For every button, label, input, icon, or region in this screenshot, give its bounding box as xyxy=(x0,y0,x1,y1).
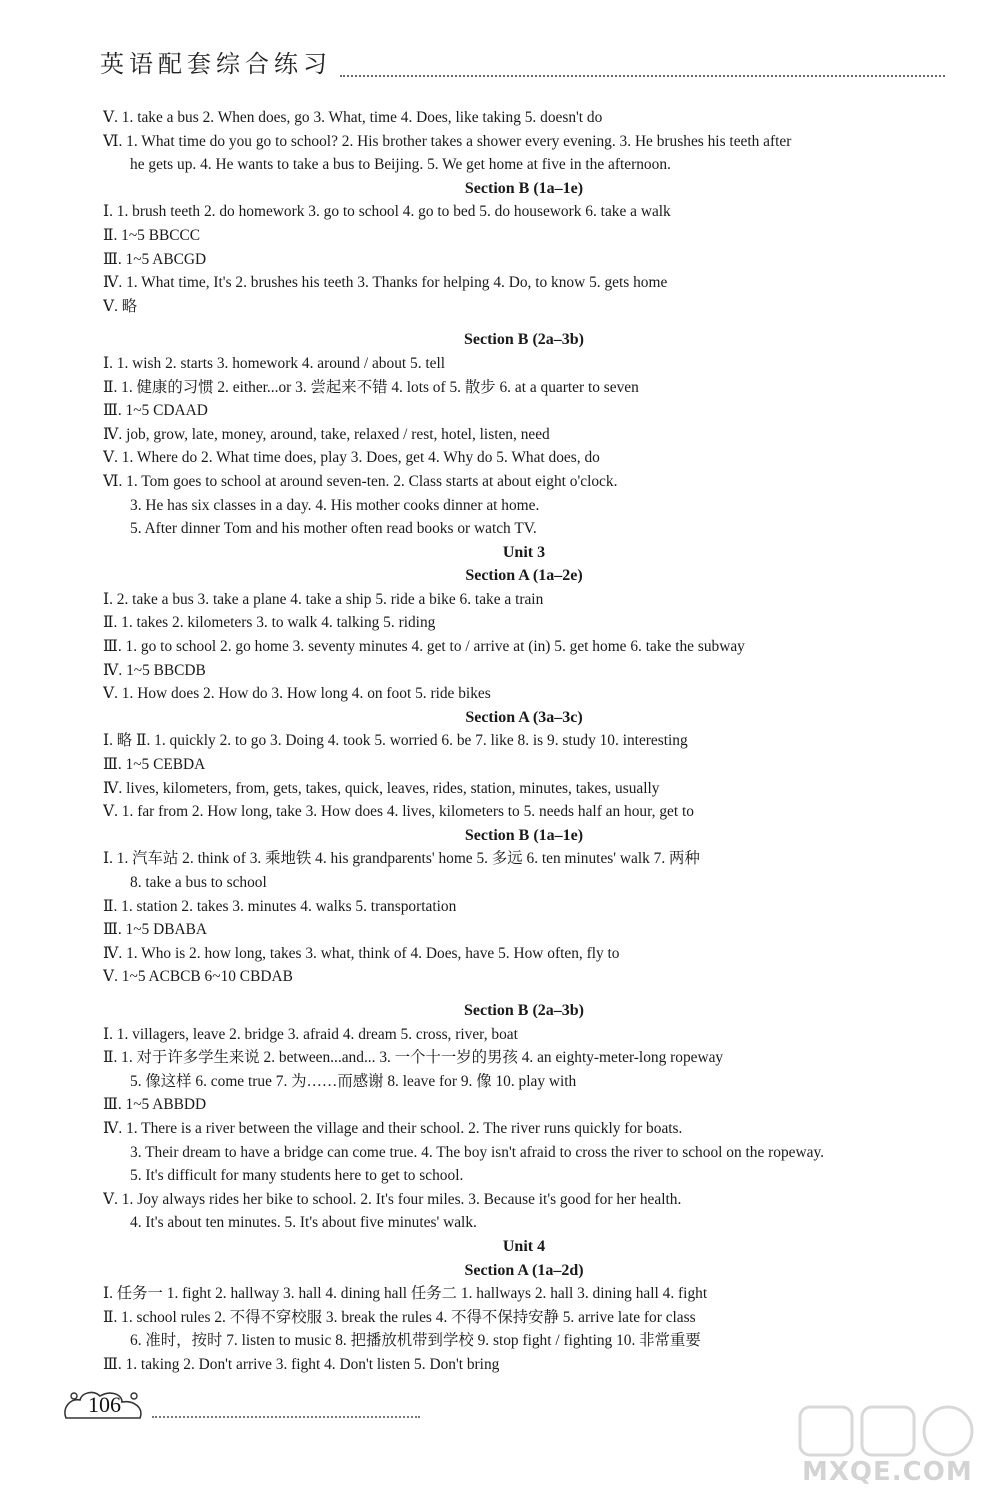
answer-line: Ⅰ. 任务一 1. fight 2. hallway 3. hall 4. dining hall 任务二 1. hallways 2. hall 3. dining hall 4. fight xyxy=(103,1285,708,1303)
answer-line: 4. It's about ten minutes. 5. It's about five minutes' walk. xyxy=(130,1214,477,1232)
answer-line: Ⅳ. lives, kilometers, from, gets, takes, quick, leaves, rides, station, minutes, takes, usually xyxy=(103,779,660,797)
section-heading: Section B (2a–3b) xyxy=(464,331,584,349)
answer-line: Ⅲ. 1~5 ABBDD xyxy=(103,1096,207,1114)
answer-line: Ⅰ. 2. take a bus 3. take a plane 4. take a ship 5. ride a bike 6. take a train xyxy=(103,590,544,608)
answer-line: Ⅱ. 1. school rules 2. 不得不穿校服 3. break the rules 4. 不得不保持安静 5. arrive late for class xyxy=(103,1308,696,1326)
answer-line: Ⅲ. 1~5 DBABA xyxy=(103,921,207,939)
answer-line: Ⅲ. 1~5 CEBDA xyxy=(103,756,206,774)
answer-line: Ⅳ. 1. There is a river between the village and their school. 2. The river runs quickly for boats. xyxy=(103,1119,683,1137)
answer-line: 5. It's difficult for many students here to get to school. xyxy=(130,1167,464,1185)
watermark-text: MXQE.COM xyxy=(802,1457,973,1487)
answer-line: Ⅳ. 1. What time, It's 2. brushes his teeth 3. Thanks for helping 4. Do, to know 5. gets home xyxy=(103,274,668,292)
answer-line: Ⅱ. 1~5 BBCCC xyxy=(103,226,201,244)
section-gap xyxy=(103,318,945,328)
answer-line: Ⅴ. 1. Joy always rides her bike to school. 2. It's four miles. 3. Because it's good for her health. xyxy=(103,1190,682,1208)
answer-line: Ⅴ. 1. take a bus 2. When does, go 3. What, time 4. Does, like taking 5. doesn't do xyxy=(103,109,603,126)
answer-line: Ⅱ. 1. takes 2. kilometers 3. to walk 4. talking 5. riding xyxy=(103,614,436,632)
section-heading: Section A (3a–3c) xyxy=(465,708,583,726)
page-header xyxy=(100,38,945,78)
section-heading: Unit 3 xyxy=(502,543,546,561)
answer-line: Ⅱ. 1. station 2. takes 3. minutes 4. walks 5. transportation xyxy=(103,897,457,915)
header-dotted-rule xyxy=(340,75,945,77)
answer-line: Ⅲ. 1. taking 2. Don't arrive 3. fight 4. Don't listen 5. Don't bring xyxy=(103,1355,500,1373)
answer-line: Ⅴ. 1. Where do 2. What time does, play 3. Does, get 4. Why do 5. What does, do xyxy=(103,449,600,467)
section-heading: Unit 4 xyxy=(502,1237,546,1255)
answer-line: Ⅰ. 1. 汽车站 2. think of 3. 乘地铁 4. his grandparents' home 5. 多远 6. ten minutes' walk 7. 两种 xyxy=(103,850,700,868)
answer-line: Ⅰ. 略 Ⅱ. 1. quickly 2. to go 3. Doing 4. took 5. worried 6. be 7. like 8. is 9. study 10. interesting xyxy=(103,732,688,750)
answer-line: 3. He has six classes in a day. 4. His mother cooks dinner at home. xyxy=(130,496,540,514)
page-number: 106 xyxy=(88,1392,121,1417)
answer-line: Ⅳ. 1~5 BBCDB xyxy=(103,661,206,679)
section-heading: Section A (1a–2d) xyxy=(464,1261,584,1279)
section-gap xyxy=(103,989,945,999)
answer-line: he gets up. 4. He wants to take a bus to Beijing. 5. We get home at five in the afternoon. xyxy=(130,156,671,174)
watermark-stamp-icon xyxy=(792,1401,982,1461)
answer-line: Ⅳ. 1. Who is 2. how long, takes 3. what, think of 4. Does, have 5. How often, fly to xyxy=(103,944,620,962)
section-heading: Section B (1a–1e) xyxy=(464,179,584,197)
answer-line: 8. take a bus to school xyxy=(130,874,267,891)
watermark-logo xyxy=(792,1401,982,1491)
answer-line: Ⅰ. 1. villagers, leave 2. bridge 3. afraid 4. dream 5. cross, river, boat xyxy=(103,1025,518,1043)
page-footer xyxy=(60,1388,420,1428)
answer-line: Ⅱ. 1. 健康的习惯 2. either...or 3. 尝起来不错 4. lots of 5. 散步 6. at a quarter to seven xyxy=(103,378,639,396)
answer-line: Ⅰ. 1. wish 2. starts 3. homework 4. around / about 5. tell xyxy=(103,354,446,372)
answer-line: Ⅳ. job, grow, late, money, around, take, relaxed / rest, hotel, listen, need xyxy=(103,425,550,443)
answer-line: Ⅱ. 1. 对于许多学生来说 2. between...and... 3. 一个十一岁的男孩 4. an eighty-meter-long ropeway xyxy=(103,1049,724,1067)
section-heading: Section A (1a–2e) xyxy=(465,567,583,585)
answer-line: Ⅵ. 1. What time do you go to school? 2. His brother takes a shower every evening. 3. He brushes his teeth after xyxy=(103,132,792,150)
answer-line: Ⅴ. 1. How does 2. How do 3. How long 4. on foot 5. ride bikes xyxy=(103,685,491,703)
answer-line: Ⅴ. 1. far from 2. How long, take 3. How does 4. lives, kilometers to 5. needs half an hour, get to xyxy=(103,803,694,821)
section-heading: Section B (1a–1e) xyxy=(464,826,584,844)
answer-line: 5. After dinner Tom and his mother often read books or watch TV. xyxy=(130,520,537,538)
answer-line: Ⅲ. 1~5 ABCGD xyxy=(103,250,207,268)
answer-line: 3. Their dream to have a bridge can come true. 4. The boy isn't afraid to cross the river to school on the ropeway. xyxy=(130,1143,824,1161)
answer-line: Ⅴ. 1~5 ACBCB 6~10 CBDAB xyxy=(103,968,293,986)
footer-dotted-rule xyxy=(152,1416,420,1418)
answer-line: 5. 像这样 6. come true 7. 为……而感谢 8. leave for 9. 像 10. play with xyxy=(130,1072,577,1090)
book-title: 英语配套综合练习 xyxy=(100,50,332,78)
answer-key-content xyxy=(103,106,945,1376)
section-heading: Section B (2a–3b) xyxy=(464,1001,584,1019)
answer-line: Ⅲ. 1. go to school 2. go home 3. seventy minutes 4. get to / arrive at (in) 5. get home 6. take the subway xyxy=(103,638,745,656)
answer-line: Ⅲ. 1~5 CDAAD xyxy=(103,402,208,420)
answer-line: Ⅴ. 略 xyxy=(103,297,138,315)
answer-line: Ⅰ. 1. brush teeth 2. do homework 3. go to school 4. go to bed 5. do housework 6. take a walk xyxy=(103,203,671,221)
answer-line: Ⅵ. 1. Tom goes to school at around seven-ten. 2. Class starts at about eight o'clock. xyxy=(103,472,618,490)
answer-line: 6. 准时，按时 7. listen to music 8. 把播放机带到学校 9. stop fight / fighting 10. 非常重要 xyxy=(130,1332,701,1350)
